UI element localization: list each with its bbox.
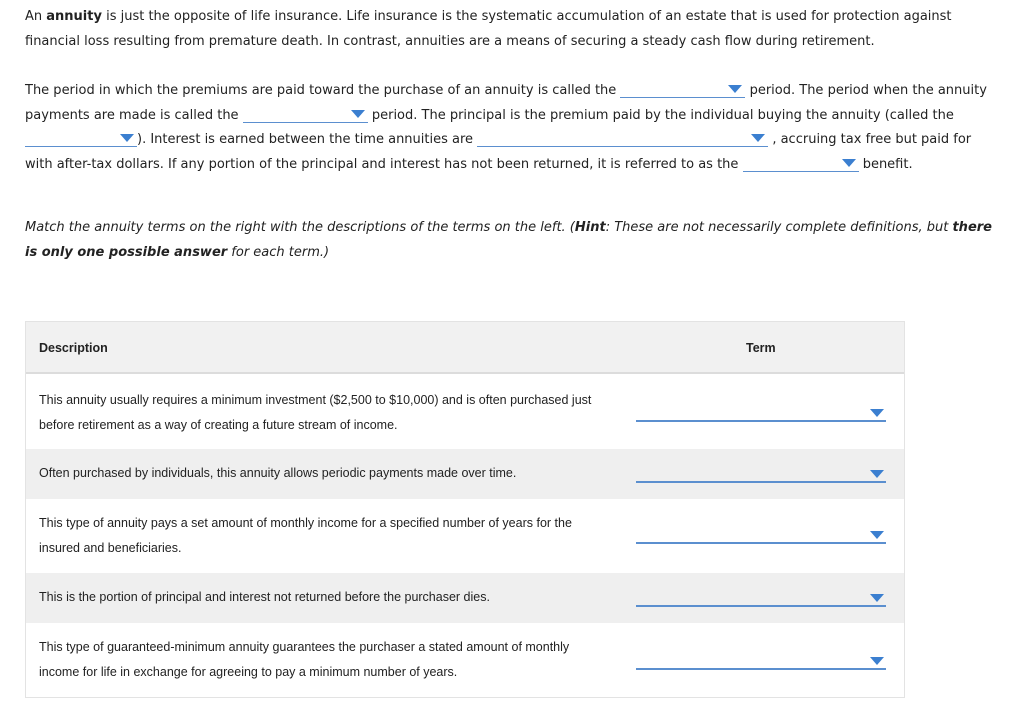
caret-down-icon bbox=[728, 85, 742, 93]
table-row bbox=[26, 623, 904, 697]
table-header bbox=[26, 322, 904, 374]
caret-down-icon bbox=[751, 134, 765, 142]
blank-3-dropdown[interactable] bbox=[25, 131, 137, 147]
row-description: This type of guaranteed-minimum annuity guarantees the purchaser a stated amount of monthly income for life in exchange for agreeing to pay a minimum number of years. bbox=[39, 640, 570, 679]
row-description: This is the portion of principal and interest not returned before the purchaser dies. bbox=[39, 590, 490, 604]
table-row bbox=[26, 499, 904, 573]
caret-down-icon bbox=[870, 594, 884, 602]
blank-2-dropdown[interactable] bbox=[243, 107, 368, 123]
term-dropdown-1[interactable] bbox=[636, 402, 886, 422]
row-description: This type of annuity pays a set amount of monthly income for a specified number of years for the insured and beneficiaries. bbox=[39, 516, 572, 555]
term-header: Term bbox=[746, 341, 776, 355]
hint-label: Hint bbox=[574, 220, 606, 235]
caret-down-icon bbox=[870, 657, 884, 665]
caret-down-icon bbox=[351, 110, 365, 118]
caret-down-icon bbox=[870, 409, 884, 417]
instructions: Match the annuity terms on the right with the descriptions of the terms on the left. (Hint: These are not necessarily complete definitions, but there is only one possible answer for each term.) bbox=[25, 220, 992, 260]
caret-down-icon bbox=[842, 159, 856, 167]
term-dropdown-4[interactable] bbox=[636, 587, 886, 607]
row-description: This annuity usually requires a minimum investment ($2,500 to $10,000) and is often purchased just before retirement as a way of creating a future stream of income. bbox=[39, 393, 592, 432]
annuity-term: annuity bbox=[46, 9, 102, 24]
table-row bbox=[26, 375, 904, 449]
term-dropdown-3[interactable] bbox=[636, 524, 886, 544]
intro-paragraph: An annuity is just the opposite of life insurance. Life insurance is the systematic accumulation of an estate that is used for protection against financial loss resulting from premature death. In contrast, annuities are a means of securing a steady cash flow during retirement. bbox=[25, 9, 952, 49]
caret-down-icon bbox=[870, 531, 884, 539]
caret-down-icon bbox=[870, 470, 884, 478]
row-description: Often purchased by individuals, this annuity allows periodic payments made over time. bbox=[39, 466, 517, 480]
matching-table bbox=[25, 321, 905, 698]
fill-in-paragraph: The period in which the premiums are paid toward the purchase of an annuity is called the period. The period when the annuity payments are made is called the period. The principal is the premium paid by the individual buying the annuity (called the ). Interest is earned between the time annuities are , accruing tax free but paid for with after-tax dollars. If any portion of the principal and interest has not been returned, it is referred to as the benefit. bbox=[25, 83, 987, 173]
blank-5-dropdown[interactable] bbox=[743, 156, 859, 172]
term-dropdown-2[interactable] bbox=[636, 463, 886, 483]
term-dropdown-5[interactable] bbox=[636, 650, 886, 670]
table-row bbox=[26, 449, 904, 499]
one-answer-note: there is only one possible answer bbox=[25, 220, 992, 260]
caret-down-icon bbox=[120, 134, 134, 142]
table-row bbox=[26, 573, 904, 623]
blank-1-dropdown[interactable] bbox=[620, 82, 745, 98]
description-header: Description bbox=[39, 341, 108, 355]
blank-4-dropdown[interactable] bbox=[477, 131, 768, 147]
